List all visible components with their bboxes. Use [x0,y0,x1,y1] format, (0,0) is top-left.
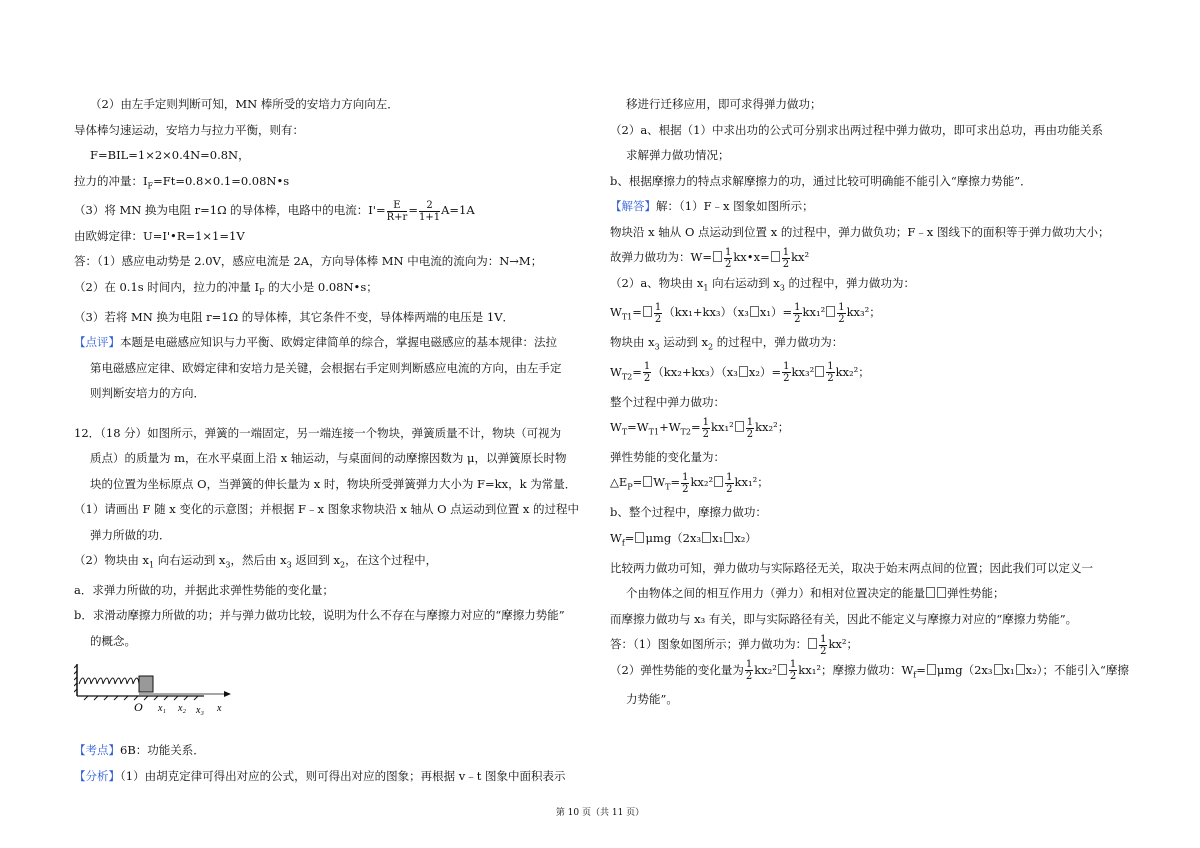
text-line: 个由物体之间的相互作用力（弹力）和相对位置决定的能量 弹性势能； [626,586,1005,601]
question-line: （2）物块由 $x_1$ 向右运动到 $x_3$，然后由 $x_3$ 返回到 $x_2$，在这个过程中， [74,553,438,570]
text-line: 整个过程中弹力做功： [610,394,725,409]
fraction: $\frac{1}{2}$ [654,301,662,325]
text-line: （2）在 0.1s 时间内，拉力的冲量 $I_F$ 的大小是 0.08N•s； [74,279,378,297]
text-line: 拉力的冲量：$I_F=Ft=0.8\times 0.1=0.08N•s$ [74,173,290,190]
text-line: （2）a、根据（1）中求出功的公式可分别求出两过程中弹力做功，即可求出总功，再由功能关系 [610,122,1103,137]
text-line: 而摩擦力做功与 x₃ 有关，即与实际路径有关，因此不能定义与摩擦力对应的“摩擦力势能”。 [610,611,1078,626]
fraction: $\frac{1}{2}$ [794,301,801,325]
comment-line: 【点评】本题是电磁感应知识与力平衡、欧姆定律简单的综合，掌握电磁感应的基本规律：法拉 [74,335,557,350]
text-line: $W_{T2}=$ $\frac{1}{2}$ （kx₂+kx₃）（x₃ x₂）= $\frac{1}{2}$ kx₃² $\frac{1}{2}$ kx₂²； [610,361,870,385]
text-line: 故弹力做功为：W= $\frac{1}{2}$ kx•x= $\frac{1}{2}$ kx² [610,246,810,270]
text-line: （3）将 MN 换为电阻 r=1Ω 的导体棒，电路中的电流：I'= $\frac{E}{R+r}$ = $\frac{2}{1+1}$ A=1A [74,199,475,223]
fraction: $\frac{1}{2}$ [726,471,733,495]
text-line: （2）a、物块由 $x_1$ 向右运动到 $x_3$ 的过程中，弹力做功为： [610,275,915,292]
question-line: 质点）的质量为 m，在水平桌面上沿 x 轴运动，与桌面间的动摩擦因数为 μ，以弹簧原长时物 [90,451,567,466]
x1-label: x₁ [158,703,166,715]
fraction: $\frac{1}{2}$ [746,416,754,440]
analysis-tag: 【分析】 [74,768,120,783]
missing-glyph [826,306,835,317]
missing-glyph [735,421,744,432]
question-line: a．求弹力所做的功，并据此求弹性势能的变化量； [74,582,334,597]
text-line: $W_T=W_{T1}+W_{T2}=$ $\frac{1}{2}$ kx₁² $\frac{1}{2}$ kx₂²； [610,416,790,440]
x2-label: x₂ [178,703,186,715]
text-line: 则判断安培力的方向． [90,386,205,401]
missing-glyph [714,476,723,487]
text-line: F=BIL=1×2×0.4N=0.8N， [90,148,250,162]
right-column [610,92,1130,713]
missing-glyph [635,532,644,543]
answer-line: 【解答】解：（1）F﹣x 图象如图所示； [610,199,814,213]
question-line: 块的位置为坐标原点 O，当弹簧的伸长量为 x 时，物块所受弹簧弹力大小为 F=kx，k 为常量． [90,476,577,491]
spring-diagram [74,658,244,718]
text-line: 比较两力做功可知，弹力做功与实际路径无关，取决于始末两点间的位置；因此我们可以定义一 [610,560,1093,575]
x3-label: x₃ [196,705,204,717]
fraction: $\frac{1}{2}$ [643,361,651,385]
missing-glyph [771,251,780,262]
text-line: 物块沿 x 轴从 O 点运动到位置 x 的过程中，弹力做负功；F﹣x 图线下的面积等于弹力做功大小； [610,224,1110,239]
question-line: 弹力所做的功． [90,527,171,542]
text-line: 第电磁感应定律、欧姆定律和安培力是关键，会根据右手定则判断感应电流的方向，由左手定 [90,360,562,375]
text-line: 力势能”。 [626,692,678,707]
text-line: $W_{T1}=$ $\frac{1}{2}$ （kx₁+kx₃）（x₃ x₁）= $\frac{1}{2}$ kx₁² $\frac{1}{2}$ kx₃²； [610,301,881,325]
text-line: （2）弹性势能的变化量为 $\frac{1}{2}$ kx₂² $\frac{1}{2}$ kx₁²；摩擦力做功：$W_f= \mu mg(2x_3$ x₁ x₂）；不能引入“摩擦 [610,659,1129,683]
text-line: 物块由 $x_3$ 运动到 $x_2$ 的过程中，弹力做功为： [610,335,844,352]
analysis-line: 【分析】（1）由胡克定律可得出对应的公式，则可得出对应的图象；再根据 v﹣t 图象中面积表示 [74,768,566,783]
text-line: 答：（1）图象如图所示；弹力做功为： $\frac{1}{2}$ kx²； [610,633,859,657]
text-line: b、根据摩擦力的特点求解摩擦力的功，通过比较可明确能不能引入“摩擦力势能”． [610,173,1032,188]
question-line: b．求滑动摩擦力所做的功；并与弹力做功比较，说明为什么不存在与摩擦力对应的“摩擦力势能” [74,608,565,623]
text-line: 导体棒匀速运动，安培力与拉力平衡，则有： [74,122,304,137]
missing-glyph [994,664,1003,675]
fraction: $\frac{1}{2}$ [702,416,709,440]
knowledge-line: 【考点】6B：功能关系． [74,743,205,758]
fraction: $\frac{1}{2}$ [783,361,790,385]
fraction: $\frac{1}{2}$ [724,246,732,270]
page-footer: 第 10 页（共 11 页） [555,808,645,818]
spring-block-figure [74,658,244,718]
question-line: 的概念。 [90,633,136,648]
missing-glyph [750,306,759,317]
comment-tag: 【点评】 [74,335,120,350]
fraction: $\frac{1}{2}$ [782,246,790,270]
missing-glyph [713,251,722,262]
fraction: $\frac{1}{2}$ [827,361,834,385]
missing-glyph [778,664,787,675]
fraction: $\frac{1}{2}$ [838,301,845,325]
question-line: 12．（18 分）如图所示，弹簧的一端固定，另一端连接一个物块，弹簧质量不计，物块（可视为 [74,425,562,440]
left-column [74,92,596,789]
missing-glyph [937,587,946,598]
missing-glyph [702,532,711,543]
fraction: $\frac{1}{2}$ [745,659,753,683]
missing-glyph [1016,664,1025,675]
knowledge-tag: 【考点】 [74,743,120,758]
missing-glyph [643,306,652,317]
x-axis-label: x [217,703,222,715]
text-line: b、整个过程中，摩擦力做功： [610,505,767,520]
fraction: $\frac{E}{R+r}$ [386,199,408,223]
question-line: （1）请画出 F 随 x 变化的示意图；并根据 F﹣x 图象求物块沿 x 轴从 O 点运动到位置 x 的过程中 [74,502,580,517]
text-line: （2）由左手定则判断可知，MN 棒所受的安培力方向向左． [90,97,399,111]
text-line: （3）若将 MN 换为电阻 r=1Ω 的导体棒，其它条件不变，导体棒两端的电压是 1V． [74,309,515,324]
missing-glyph [808,638,817,649]
missing-glyph [815,366,824,377]
fraction: $\frac{1}{2}$ [789,659,797,683]
origin-label: O [134,700,143,715]
text-line: 弹性势能的变化量为： [610,449,725,464]
fraction: $\frac{2}{1+1}$ [418,199,441,223]
missing-glyph [739,366,748,377]
text-line: 求解弹力做功情况； [626,148,730,162]
answer-tag: 【解答】 [610,199,656,213]
fraction: $\frac{1}{2}$ [682,471,689,495]
text-line: 答：（1）感应电动势是 2.0V，感应电流是 2A，方向导体棒 MN 中电流的流向为：N→M； [74,254,543,269]
missing-glyph [927,664,936,675]
text-line: 由欧姆定律：U=I'•R=1×1=1V [74,228,245,243]
missing-glyph [926,587,935,598]
missing-glyph [724,532,733,543]
text-line: 移进行迁移应用，即可求得弹力做功； [626,97,822,111]
text-line: $\triangle E_P= W_T=$ $\frac{1}{2}$ kx₂² $\frac{1}{2}$ kx₁²； [610,471,769,495]
text-line: $W_f= \mu mg(2x_3$ x₁ x₂） [610,530,757,548]
missing-glyph [643,476,652,487]
fraction: $\frac{1}{2}$ [820,633,827,657]
